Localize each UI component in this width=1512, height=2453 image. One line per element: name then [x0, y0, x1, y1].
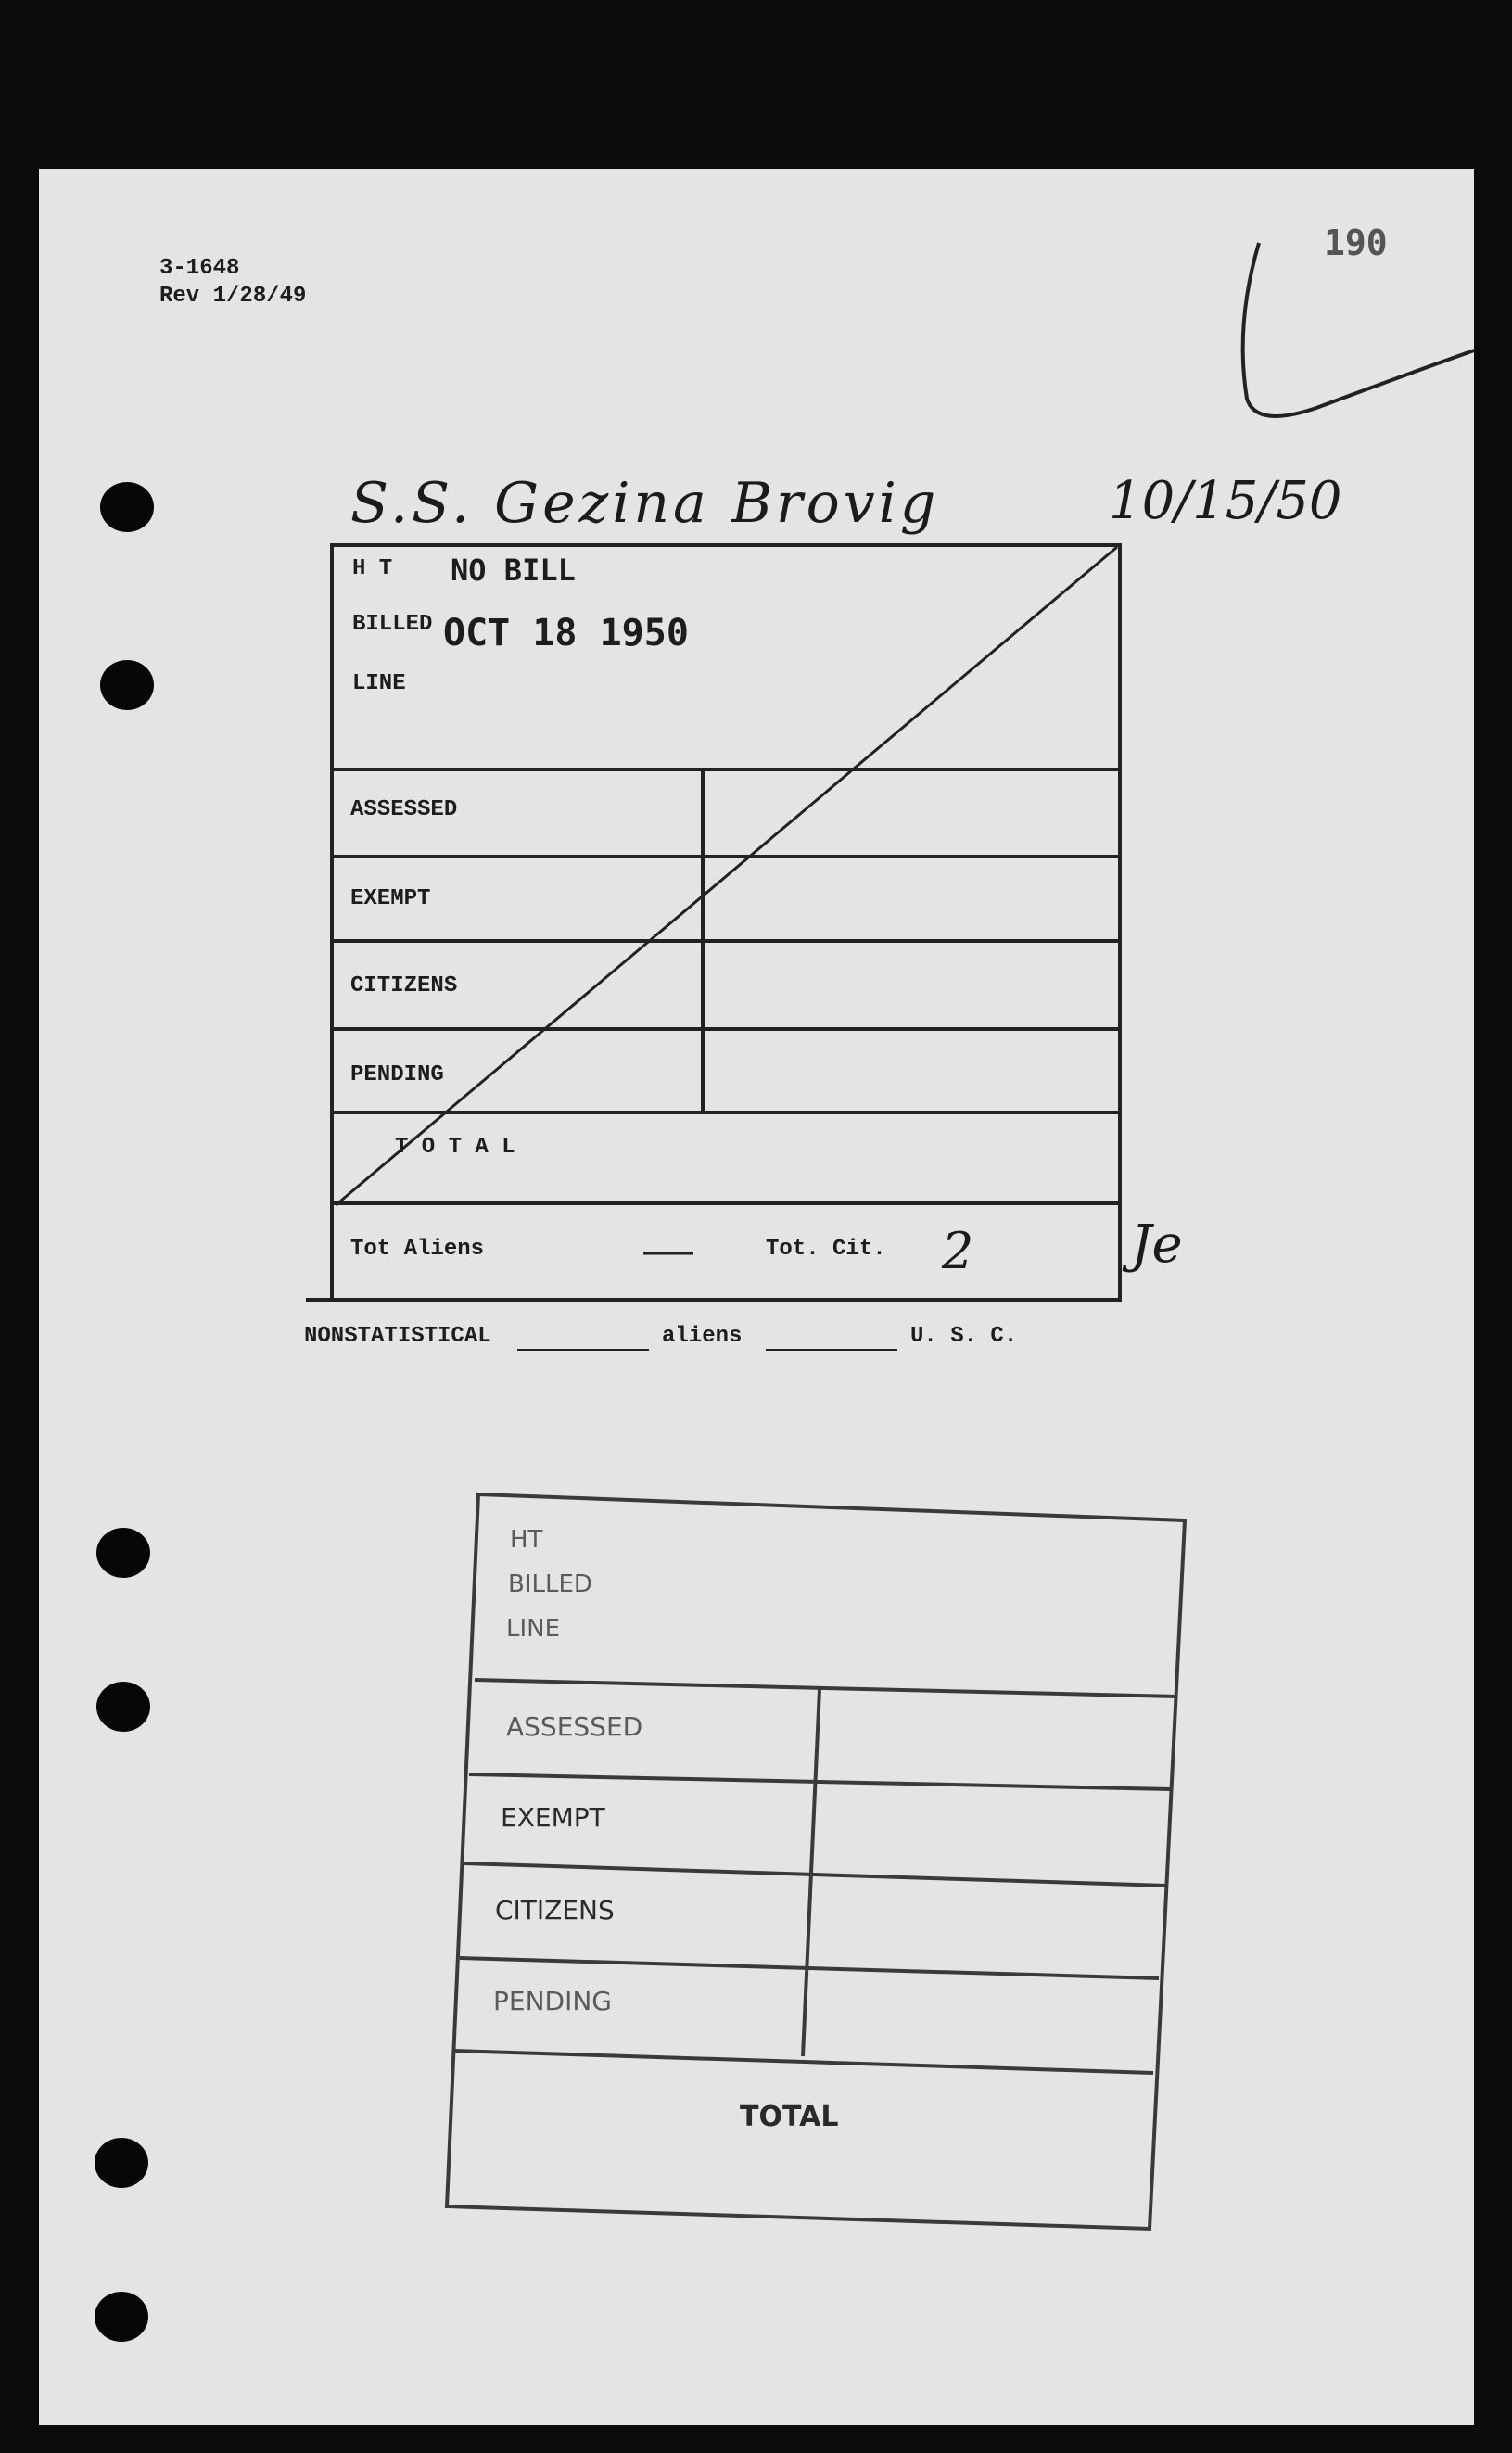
lower-billed-label: BILLED — [508, 1570, 592, 1598]
ht-label: H T — [352, 556, 393, 581]
billed-label: BILLED — [352, 612, 433, 637]
lower-ht-label: HT — [510, 1526, 543, 1554]
citizens-label: CITIZENS — [350, 973, 458, 998]
usc-label: U. S. C. — [910, 1324, 1018, 1349]
tot-aliens-label: Tot Aliens — [350, 1237, 485, 1262]
assessed-label: ASSESSED — [350, 797, 458, 822]
aliens-label: aliens — [662, 1324, 743, 1349]
lower-citizens-label: CITIZENS — [495, 1895, 615, 1926]
ht-stamp: NO BILL — [451, 553, 576, 588]
exempt-label: EXEMPT — [350, 886, 431, 911]
initials: Je — [1131, 1214, 1183, 1275]
page-number: 190 — [1324, 222, 1388, 263]
tot-cit-label: Tot. Cit. — [766, 1237, 886, 1262]
total-label: T O T A L — [395, 1135, 515, 1160]
form-number: 3-1648 — [159, 256, 240, 281]
vessel-name: S.S. Gezina Brovig — [350, 471, 940, 536]
arrival-date: 10/15/50 — [1109, 471, 1342, 531]
lower-exempt-label: EXEMPT — [501, 1802, 605, 1833]
lower-pending-label: PENDING — [493, 1986, 612, 2016]
nonstatistical-label: NONSTATISTICAL — [304, 1324, 491, 1349]
pending-label: PENDING — [350, 1062, 444, 1087]
lower-line-label: LINE — [506, 1615, 561, 1643]
lower-total-label: TOTAL — [740, 2101, 839, 2133]
lower-assessed-label: ASSESSED — [506, 1711, 643, 1742]
form-revision: Rev 1/28/49 — [159, 284, 307, 309]
line-label: LINE — [352, 671, 406, 696]
billed-stamp: OCT 18 1950 — [443, 612, 689, 655]
tot-cit-value: 2 — [942, 1222, 974, 1280]
